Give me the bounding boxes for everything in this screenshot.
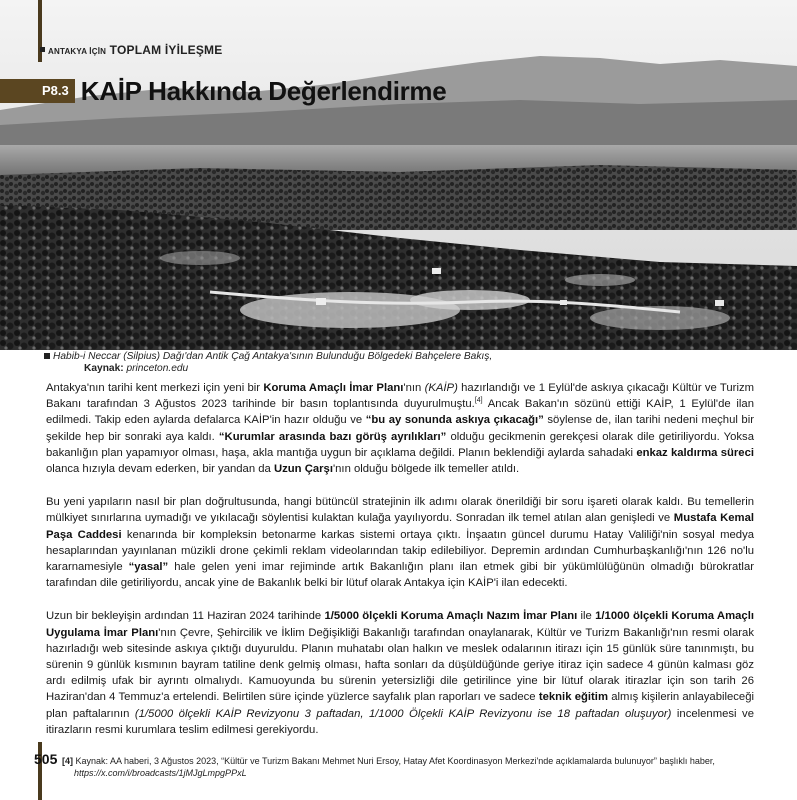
emphasis-text: Uzun Çarşı bbox=[273, 463, 333, 476]
photo-caption bbox=[44, 351, 764, 375]
text-run: kenarında bir kompleksin betonarme karkas sistemi ortaya çıktı. İnşaatın güncel durumu Hatay Valiliği'nin sosyal medya hesaplarından yayınlanan müzikli drone çekimli reklam videolarından takip edilebiliyor. Depremin ardından Cumhurbaşkanlığı'nın 126 no'lu kararnamesiyle bbox=[46, 528, 754, 574]
footnote-text: Kaynak: AA haberi, 3 Ağustos 2023, “Kültür ve Turizm Bakanı Mehmet Nuri Ersoy, Hatay Afet Koordinasyon Merkezi'nde açıklamalarda bulunuyor” başlıklı haber, bbox=[73, 756, 715, 766]
running-header bbox=[40, 43, 222, 57]
text-run: 'nın olduğu bölgede ilk temeller atıldı. bbox=[332, 463, 520, 476]
text-run: söylense de, ilan tarihi nedeni meçhul bir şekilde hep bir sonraki aya kaldı. bbox=[46, 414, 754, 443]
section-number-badge: P8.3 bbox=[0, 79, 75, 103]
text-run: olanca hızıyla devam ederken, bir yandan da bbox=[46, 463, 274, 476]
footnote-reference[interactable]: [4] bbox=[474, 397, 483, 405]
emphasis-text: Mustafa Kemal Paşa Caddesi bbox=[46, 512, 754, 541]
footnote-marker: [4] bbox=[62, 756, 73, 766]
emphasis-text: 1/1000 ölçekli Koruma Amaçlı Uygulama İmar Planı bbox=[46, 610, 754, 639]
text-run: almış kişilerin anlayabileceği plan paftalarının bbox=[46, 691, 755, 720]
emphasis-text: Koruma Amaçlı İmar Planı bbox=[263, 382, 404, 394]
caption-bullet-square bbox=[44, 353, 50, 359]
paragraph-2 bbox=[46, 494, 754, 591]
emphasis-text: “yasal” bbox=[128, 561, 169, 574]
section-heading bbox=[0, 74, 446, 108]
emphasis-text: teknik eğitim bbox=[538, 691, 608, 704]
text-run: 'nın Çevre, Şehircilik ve İklim Değişikliği Bakanlığı tarafından onaylanarak, Kültür ve Turizm Bakanlığı'nın resmi olarak hazırladığı web sitesinde askıya çıktığı duyuruldu. Planın muhatabı olan halkın ve meslek odalarının itirazı için 15 günlük süre tanınmıştı, bu sürenin 9 günlük kısmının bayram tatiline denk gelmiş olması, hafta sonları da düşüldüğünde geriye itiraz için sadece 4 günün kalması göz ardı edilmiş ufak bir ayrıntı olmalıydı. Kamuoyunda bu sürenin yetersizliği dile getirilince yine bir lütuf olarak itirazlar için son tarih 26 Haziran'dan 4 Temmuz'a ertelendi. Belirtilen süre içinde yüzlerce sayfalık plan raporları ve sadece bbox=[46, 626, 754, 704]
running-header-prefix: ANTAKYA İÇİN bbox=[48, 47, 107, 56]
text-run: ile bbox=[577, 610, 596, 623]
emphasis-text: “Kurumlar arasında bazı görüş ayrılıkları” bbox=[218, 430, 447, 443]
footnote-link[interactable]: https://x.com/i/broadcasts/1jMJgLmpgPPxL bbox=[74, 768, 247, 778]
footnote bbox=[62, 755, 762, 779]
paragraph-3 bbox=[46, 608, 754, 738]
emphasis-text: “bu ay sonunda askıya çıkacağı” bbox=[365, 414, 544, 427]
text-run: Bu yeni yapıların nasıl bir plan doğrultusunda, hangi bütüncül stratejinin ilk adımı olarak önerildiği bir soru işareti olarak kaldı. Bu temellerin mülkiyet sınırlarına uymadığı ve yıkılacağı söylentisi kulaktan kulağa yayılıyordu. Sonradan ilk temel atılan alan genişledi ve bbox=[46, 496, 754, 525]
caption-source-name: princeton.edu bbox=[126, 363, 189, 374]
text-run: Uzun bir bekleyişin ardından 11 Haziran 2024 tarihinde bbox=[46, 610, 325, 623]
text-run: 'nın bbox=[403, 382, 425, 394]
emphasis-text: enkaz kaldırma süreci bbox=[636, 446, 754, 459]
page-number: 505 bbox=[34, 751, 58, 767]
text-run: hazırlandığı ve 1 Eylül'de askıya çıkacağı Kültür ve Turizm Bakanı tarafından 3 Ağustos 2023 tarihinde bir basın toplantısında duyurulmuştu. bbox=[46, 382, 755, 411]
paragraph-1 bbox=[46, 380, 754, 477]
italic-text: (1/5000 ölçekli KAİP Revizyonu 3 paftadan, 1/1000 Ölçekli KAİP Revizyonu ise 18 paftadan oluşuyor) bbox=[134, 707, 672, 720]
text-run: Ancak Bakan'ın sözünü ettiği KAİP, 1 Eylül'de ilan edilmedi. Takip eden aylarda defalarca KAİP'in hazır olduğu ve bbox=[46, 398, 754, 427]
text-run: olduğu gecikmenin gerekçesi olarak dile getiriliyordu. Yoksa bakanlığın plan yapamıyor olması, haşa, akla mantığa uygun bir açıklama değildi. Planın beklendiği aylarda sahadaki bbox=[46, 430, 754, 459]
text-run: Antakya'nın tarihi kent merkezi için yeni bir bbox=[46, 382, 264, 394]
text-run: hale gelen yeni imar rejiminde artık Bakanlığın planı ilan etmek gibi bir yükümlülüğünün olmadığı bürokratlar tarafından dile getiriliyordu, ancak yine de Bakanlık belki bir lütuf olarak Antakya için KAİP'i ilan edecekti. bbox=[46, 561, 754, 590]
caption-source-label: Kaynak: bbox=[84, 363, 124, 374]
emphasis-text: 1/5000 ölçekli Koruma Amaçlı Nazım İmar Planı bbox=[324, 610, 578, 623]
text-run: incelenmesi ve itirazların resmi kurumlara teslim edilmesi gerekiyordu. bbox=[46, 707, 754, 736]
italic-text: (KAİP) bbox=[424, 382, 458, 394]
section-title: KAİP Hakkında Değerlendirme bbox=[80, 75, 447, 106]
caption-source bbox=[44, 363, 764, 375]
running-header-title: TOPLAM İYİLEŞME bbox=[109, 43, 223, 57]
header-bullet-square bbox=[40, 47, 45, 52]
article-body bbox=[46, 380, 754, 755]
caption-text: Habib-i Neccar (Silpius) Dağı'dan Antik Çağ Antakya'sının Bulunduğu Bölgedeki Bahçelere Bakış, bbox=[53, 351, 493, 362]
